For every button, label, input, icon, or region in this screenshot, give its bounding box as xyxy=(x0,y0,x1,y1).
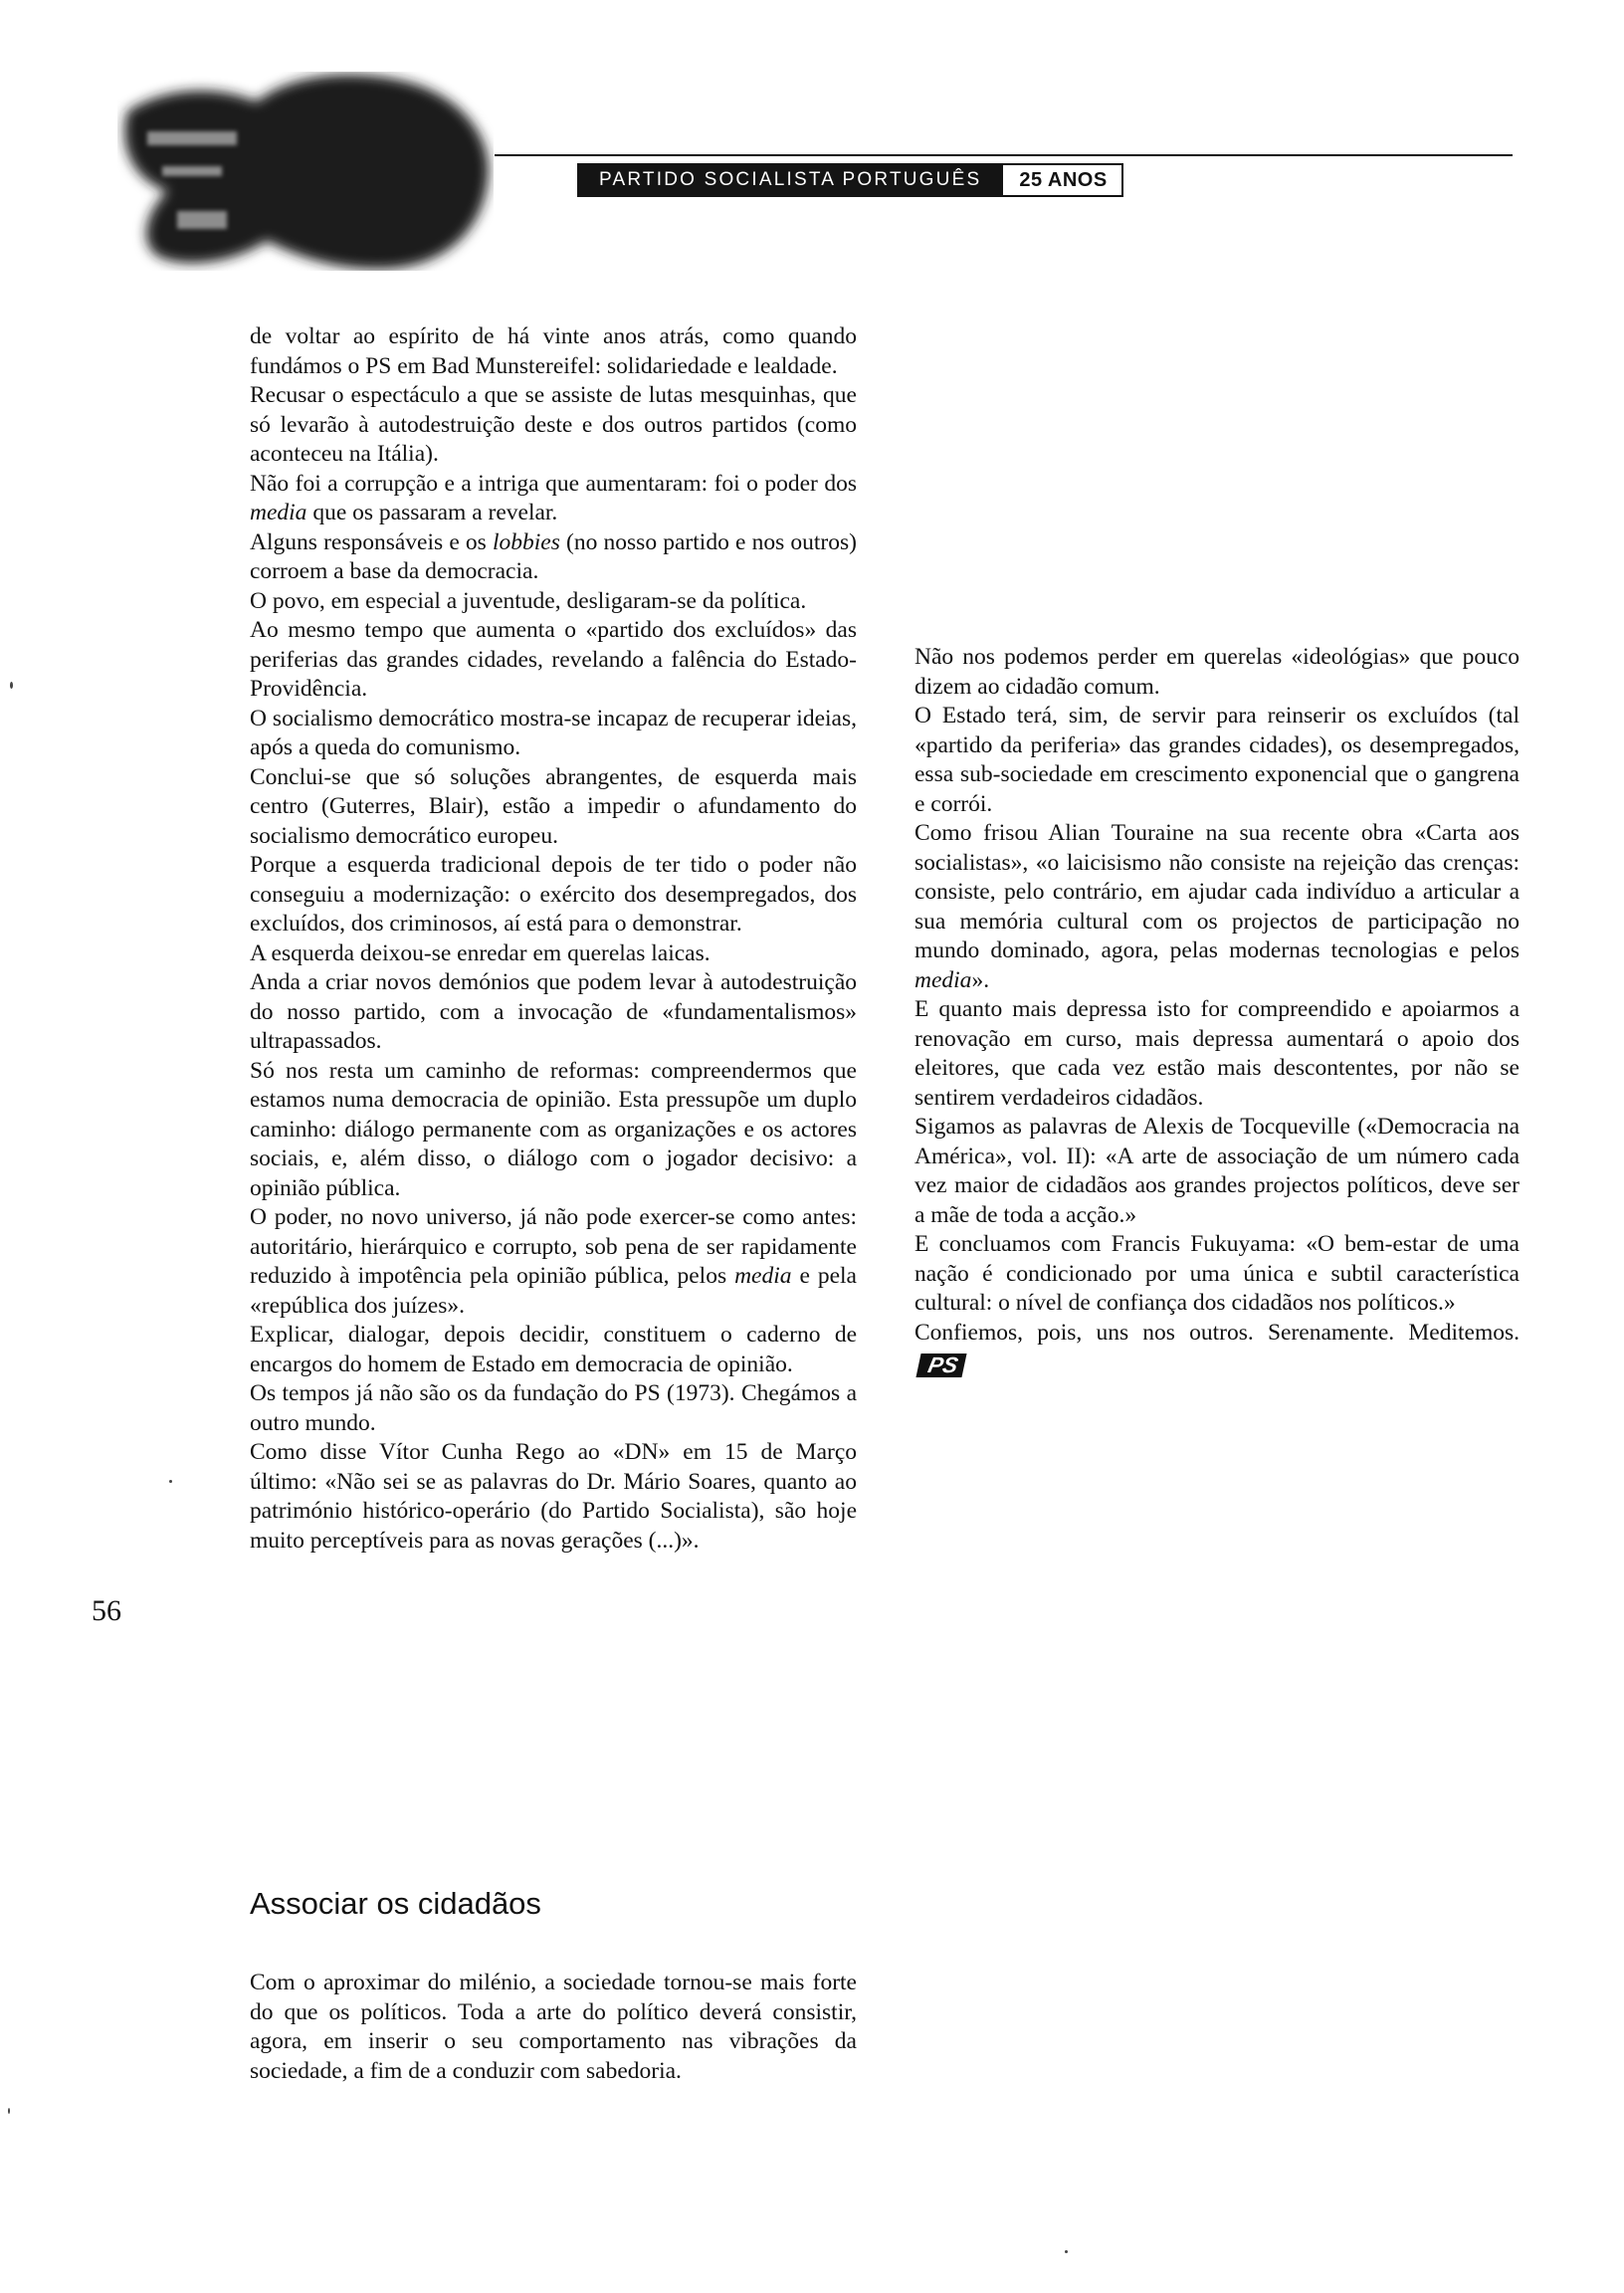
paragraph: A esquerda deixou-se enredar em querelas laicas. xyxy=(250,939,710,966)
paragraph: Porque a esquerda tradicional depois de ter tido o poder não conseguiu a modernização: o exército dos desempregados, dos excluídos, dos criminosos, aí está para o demonstrar. xyxy=(250,852,857,937)
paragraph: Ao mesmo tempo que aumenta o «partido dos excluídos» das periferias das grandes cidades, revelando a falência do Estado-Providência. xyxy=(250,617,857,702)
paragraph: Como frisou Alian Touraine na sua recente obra «Carta aos socialistas», «o laicisismo não consiste na rejeição das crenças: consiste, pelo contrário, em ajudar cada indivíduo a articular a sua memória cultural com os projectos de participação no mundo dominado, agora, pelas modernas tecnologias e pelos media». xyxy=(914,820,1520,993)
paragraph: Não nos podemos perder em querelas «ideológias» que pouco dizem ao cidadão comum. xyxy=(914,644,1520,700)
italic-term: media xyxy=(734,1263,792,1289)
paragraph: Recusar o espectáculo a que se assiste de lutas mesquinhas, que só levarão à autodestruição deste e dos outros partidos (como aconteceu na Itália). xyxy=(250,382,857,467)
paragraph: Sigamos as palavras de Alexis de Tocqueville («Democracia na América», vol. II): «A arte de associação de um número cada vez maior de cidadãos aos grandes projectos políticos, deve ser a mãe de toda a acção.» xyxy=(914,1114,1520,1228)
italic-term: media xyxy=(914,966,972,993)
page-number: 56 xyxy=(92,1594,121,1627)
scan-speck xyxy=(1065,2250,1068,2253)
paragraph: Anda a criar novos demónios que podem levar à autodestruição do nosso partido, com a invocação de «fundamentalismos» ultrapassados. xyxy=(250,969,857,1054)
section-heading: Associar os cidadãos xyxy=(250,1886,541,1921)
paragraph: O poder, no novo universo, já não pode exercer-se como antes: autoritário, hierárquico e corrupto, sob pena de ser rapidamente reduzido à impotência pela opinião pública, pelos media e pela «república dos juízes». xyxy=(250,1204,857,1319)
paragraph: O Estado terá, sim, de servir para reinserir os excluídos (tal «partido da periferia» das grandes cidades), os desempregados, essa sub-sociedade em crescimento exponencial que o gangrena e corrói. xyxy=(914,703,1520,817)
italic-term: lobbies xyxy=(492,528,560,555)
paragraph: Não foi a corrupção e a intriga que aumentaram: foi o poder dos media que os passaram a revelar. xyxy=(250,470,857,525)
header-band-title: PARTIDO SOCIALISTA PORTUGUÊS xyxy=(577,163,1003,197)
paragraph: Explicar, dialogar, depois decidir, constituem o caderno de encargos do homem de Estado em democracia de opinião. xyxy=(250,1322,857,1377)
section-paragraphs xyxy=(250,1969,857,2086)
paragraph: Só nos resta um caminho de reformas: compreendermos que estamos numa democracia de opinião. Esta pressupõe um duplo caminho: diálogo permanente com as organizações e os actores sociais, e, além disso, o diálogo com o jogador decisivo: a opinião pública. xyxy=(250,1057,857,1201)
left-column-body xyxy=(250,322,857,1556)
paragraph: E concluamos com Francis Fukuyama: «O bem-estar de uma nação é condicionado por uma única e subtil característica cultural: o nível de confiança dos cidadãos nos políticos.» xyxy=(914,1231,1520,1316)
scan-speck xyxy=(8,2108,10,2114)
paragraph: de voltar ao espírito de há vinte anos atrás, como quando fundámos o PS em Bad Munstereifel: solidariedade e lealdade. xyxy=(250,323,857,379)
paragraph: Os tempos já não são os da fundação do PS (1973). Chegámos a outro mundo. xyxy=(250,1380,857,1436)
paragraph: Com o aproximar do milénio, a sociedade tornou-se mais forte do que os políticos. Toda a arte do político deverá consistir, agora, em inserir o seu comportamento nas vibrações da sociedade, a fim de a conduzir com sabedoria. xyxy=(250,1970,857,2084)
left-column xyxy=(250,322,857,1556)
paragraph: O socialismo democrático mostra-se incapaz de recuperar ideias, após a queda do comunismo. xyxy=(250,705,857,760)
header-logo-graphic xyxy=(117,72,494,271)
section-body xyxy=(250,1969,857,2086)
header-band xyxy=(577,163,1123,197)
header-band-anniversary: 25 ANOS xyxy=(1003,163,1122,197)
paragraph: Confiemos, pois, uns nos outros. Serenamente. Meditemos. PS xyxy=(914,1319,1520,1377)
right-column-body xyxy=(914,643,1520,1377)
paragraph: Conclui-se que só soluções abrangentes, de esquerda mais centro (Guterres, Blair), estão a impedir o afundamento do socialismo democrático europeu. xyxy=(250,763,857,849)
paragraph: O povo, em especial a juventude, desligaram-se da política. xyxy=(250,587,807,614)
italic-term: media xyxy=(250,500,307,525)
scan-speck xyxy=(169,1480,172,1483)
scan-speck xyxy=(10,682,13,689)
header-rule xyxy=(495,154,1513,156)
ps-end-mark-icon: PS xyxy=(915,1354,966,1377)
right-column xyxy=(914,643,1520,1377)
paragraph: Alguns responsáveis e os lobbies (no nosso partido e nos outros) corroem a base da democracia. xyxy=(250,528,857,584)
paragraph: E quanto mais depressa isto for compreendido e apoiarmos a renovação em curso, mais depressa aumentará o apoio dos eleitores, que cada vez estão mais descontentes, por não se sentirem verdadeiros cidadãos. xyxy=(914,996,1520,1111)
paragraph: Como disse Vítor Cunha Rego ao «DN» em 15 de Março último: «Não sei se as palavras do Dr. Mário Soares, quanto ao património histórico-operário (do Partido Socialista), são hoje muito perceptíveis para as novas gerações (...)». xyxy=(250,1439,857,1554)
